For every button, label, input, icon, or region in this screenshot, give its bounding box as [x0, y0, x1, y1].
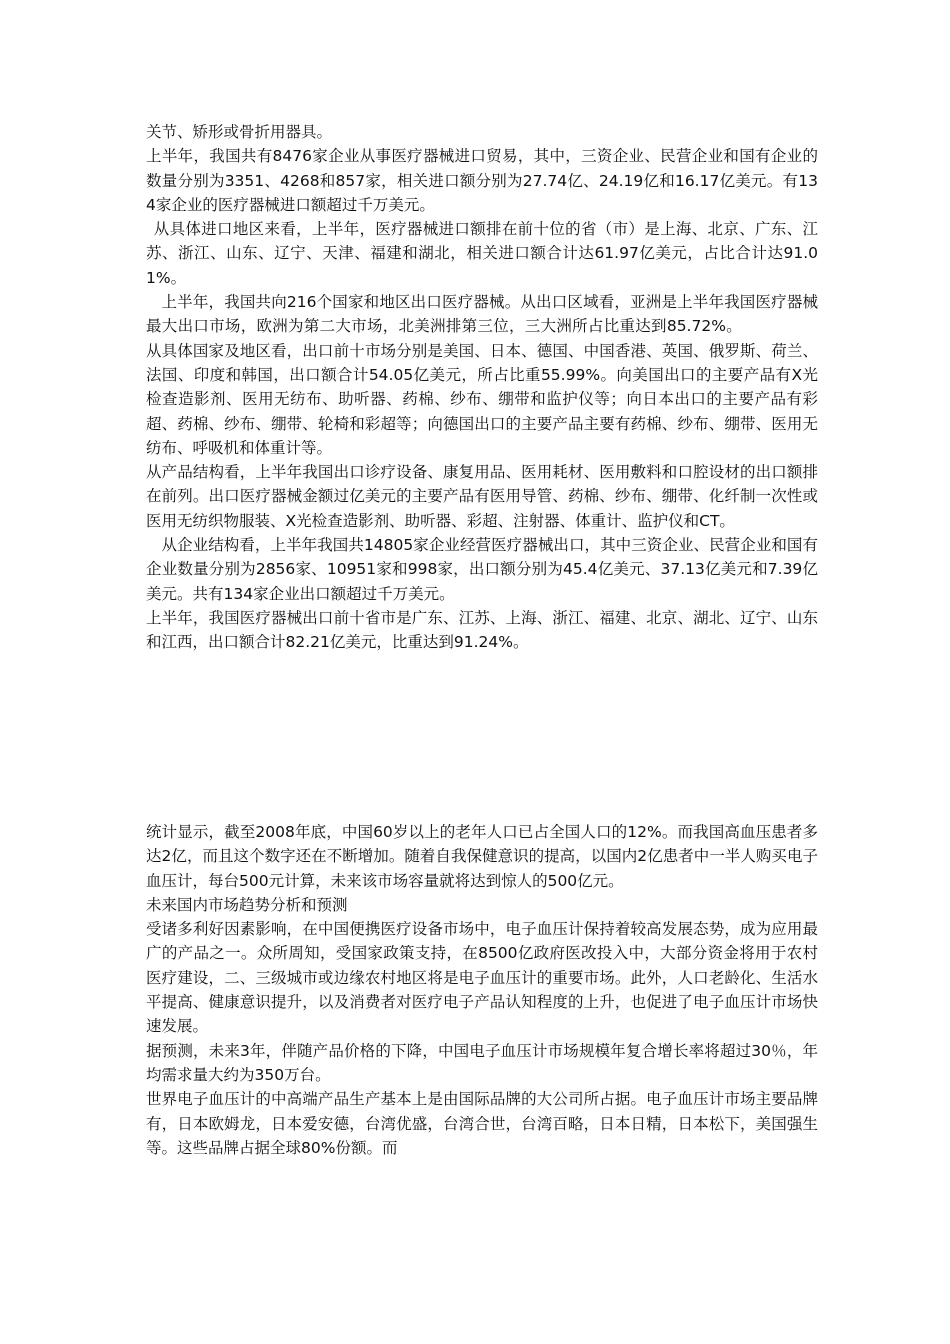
paragraph-trend-heading: 未来国内市场趋势分析和预测 [146, 895, 348, 914]
paragraph-enterprise-structure: 从企业结构看，上半年我国共14805家企业经营医疗器械出口，其中三资企业、民营企业和国有企业数量分别为2856家、10951家和998家，出口额分别为45.4亿美元、37.13亿美元和7.39亿美元。共有134家企业出口额超过千万美元。 [146, 536, 818, 603]
paragraph-brands: 世界电子血压计的中高端产品生产基本上是由国际品牌的大公司所占据。电子血压计市场主要品牌有，日本欧姆龙，日本爱安德，台湾优盛，台湾合世，台湾百略，日本日精，日本松下，美国强生等。这些品牌占据全球80%份额。而 [146, 1090, 818, 1157]
export-regions-text: 上半年，我国共向216个国家和地区出口医疗器械。从出口区域看，亚洲是上半年我国医疗器械最大出口市场，欧洲为第二大市场，北美洲排第三位，三大洲所占比重达到85.72%。 [146, 293, 818, 336]
paragraph-export-provinces: 上半年，我国医疗器械出口前十省市是广东、江苏、上海、浙江、福建、北京、湖北、辽宁、山东和江西，出口额合计82.21亿美元，比重达到91.24%。 [146, 608, 818, 652]
paragraph-growth-forecast: 据预测，未来3年，伴随产品价格的下降，中国电子血压计市场规模年复合增长率将超过30％，年均需求量大约为350万台。 [146, 1041, 818, 1084]
paragraph-orthopedic-devices: 关节、矫形或骨折用器具。 [146, 123, 333, 141]
paragraph-aging-statistics: 统计显示，截至2008年底，中国60岁以上的老年人口已占全国人口的12%。而我国高血压患者多达2亿，而且这个数字还在不断增加。随着自我保健意识的提高，以国内2亿患者中一半人购买电子血压计，每台500元计算，未来该市场容量就将达到惊人的500亿元。 [146, 823, 818, 890]
paragraph-market-drivers: 受诸多利好因素影响，在中国便携医疗设备市场中，电子血压计保持着较高发展态势，成为应用最广的产品之一。众所周知，受国家政策支持，在8500亿政府医改投入中，大部分资金将用于农村医疗建设，二、三级城市或边缘农村地区将是电子血压计的重要市场。此外，人口老龄化、生活水平提高、健康意识提升，以及消费者对医疗电子产品认知程度的上升，也促进了电子血压计市场快速发展。 [146, 920, 818, 1036]
section-medical-device-trade [146, 120, 818, 655]
paragraph-export-markets [146, 290, 818, 460]
section-blood-pressure-monitor-market [146, 820, 818, 1160]
paragraph-import-enterprises: 上半年，我国共有8476家企业从事医疗器械进口贸易，其中，三资企业、民营企业和国有企业的数量分别为3351、4268和857家，相关进口额分别为27.74亿、24.19亿和16.17亿美元。有134家企业的医疗器械进口额超过千万美元。 [146, 147, 818, 214]
paragraph-product-structure: 从产品结构看，上半年我国出口诊疗设备、康复用品、医用耗材、医用敷料和口腔设材的出口额排在前列。出口医疗器械金额过亿美元的主要产品有医用导管、药棉、纱布、绷带、化纤制一次性或医用无纺织物服装、X光检查造影剂、助听器、彩超、注射器、体重计、监护仪和CT。 [146, 463, 818, 530]
export-countries-text: 从具体国家及地区看，出口前十市场分别是美国、日本、德国、中国香港、英国、俄罗斯、荷兰、法国、印度和韩国，出口额合计54.05亿美元，所占比重55.99%。向美国出口的主要产品有X光检查造影剂、医用无纺布、助听器、药棉、纱布、绷带和监护仪等；向日本出口的主要产品有彩超、药棉、纱布、绷带、轮椅和彩超等；向德国出口的主要产品主要有药棉、纱布、绷带、医用无纺布、呼吸机和体重计等。 [146, 341, 818, 457]
paragraph-import-regions: 从具体进口地区来看，上半年，医疗器械进口额排在前十位的省（市）是上海、北京、广东、江苏、浙江、山东、辽宁、天津、福建和湖北，相关进口额合计达61.97亿美元，占比合计达91.01%。 [146, 220, 818, 287]
